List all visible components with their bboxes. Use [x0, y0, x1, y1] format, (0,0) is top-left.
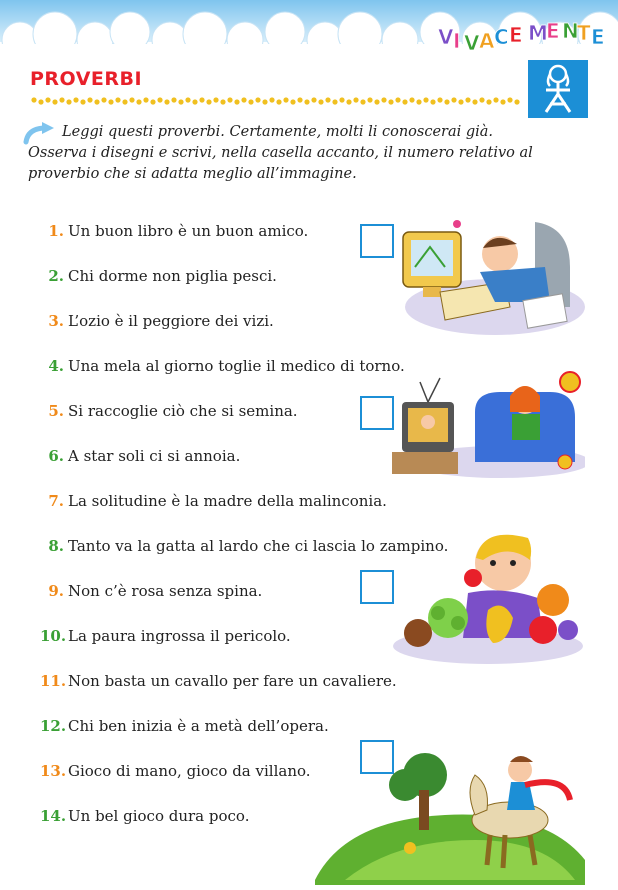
proverb-item: 9. Non c’è rosa senza spina.: [48, 582, 263, 600]
brand-letter: V: [438, 25, 454, 49]
proverb-item: 3. L’ozio è il peggiore dei vizi.: [48, 312, 274, 330]
brand-letter: I: [453, 29, 461, 53]
brand-letter: N: [562, 19, 579, 43]
proverb-item: 7. La solitudine è la madre della malinconia.: [48, 492, 387, 510]
proverb-item: 2. Chi dorme non piglia pesci.: [48, 267, 277, 285]
sleeping-at-computer-illustration: [385, 212, 585, 337]
page-title: PROVERBI: [30, 68, 143, 90]
proverb-item: 8. Tanto va la gatta al lardo che ci lascia lo zampino.: [48, 537, 449, 555]
child-riding-horse-illustration: [315, 730, 585, 885]
dotted-divider: [30, 96, 520, 106]
instruction-line-2: Osserva i disegni e scrivi, nella casella accanto, il numero relativo al: [28, 145, 533, 161]
brand-letter: A: [479, 29, 495, 53]
proverb-item: 10. La paura ingrossa il pericolo.: [40, 627, 291, 645]
brand-letter: E: [546, 19, 560, 43]
brand-letter: V: [464, 31, 480, 55]
proverb-item: 11. Non basta un cavallo per fare un cavaliere.: [40, 672, 397, 690]
boy-fruit-cat-illustration: [388, 518, 583, 666]
proverb-item: 1. Un buon libro è un buon amico.: [48, 222, 309, 240]
proverb-item: 12. Chi ben inizia è a metà dell’opera.: [40, 717, 329, 735]
student-badge-icon: [528, 60, 588, 118]
instruction-line-1: Leggi questi proverbi. Certamente, molti li conoscerai già.: [62, 124, 494, 140]
answer-box-2[interactable]: [360, 396, 394, 430]
instructions: [28, 122, 603, 185]
proverb-item: 6. A star soli ci si annoia.: [48, 447, 241, 465]
proverb-item: 13. Gioco di mano, gioco da villano.: [40, 762, 311, 780]
brand-logo: [438, 14, 608, 62]
instruction-line-3: proverbio che si adatta meglio all’immagine.: [28, 166, 357, 182]
brand-letter: M: [528, 21, 548, 45]
proverb-item: 14. Un bel gioco dura poco.: [40, 807, 250, 825]
bored-girl-tv-illustration: [390, 362, 585, 480]
brand-letter: E: [509, 23, 523, 47]
proverb-item: 5. Si raccoglie ciò che si semina.: [48, 402, 298, 420]
proverb-item: 4. Una mela al giorno toglie il medico di torno.: [48, 357, 405, 375]
brand-letter: C: [494, 25, 509, 49]
brand-letter: E: [591, 25, 605, 49]
brand-letter: T: [577, 21, 591, 45]
